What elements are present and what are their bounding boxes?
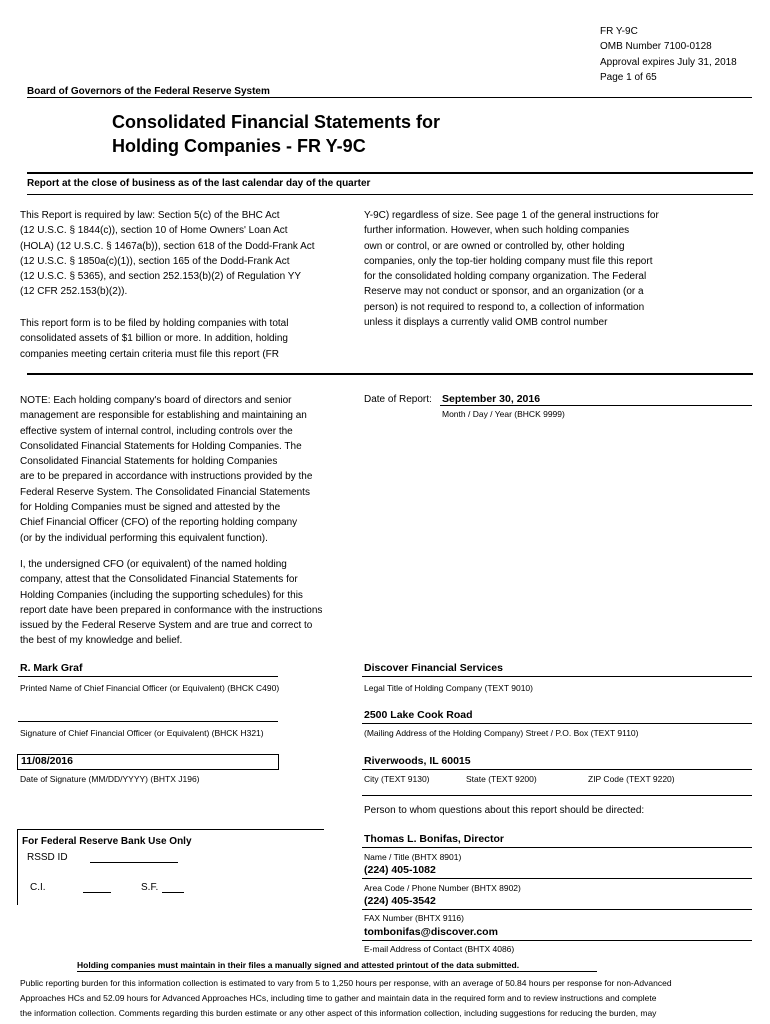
text-line: unless it displays a currently valid OMB control number [364, 317, 608, 329]
contact-fax-line [362, 909, 752, 910]
company-title-caption: Legal Title of Holding Company (TEXT 9010) [364, 683, 533, 693]
contact-email-line [362, 940, 752, 941]
date-of-report-caption: Month / Day / Year (BHCK 9999) [442, 409, 565, 419]
contact-phone-caption: Area Code / Phone Number (BHTX 8902) [364, 883, 521, 893]
contact-top-rule [362, 795, 752, 796]
sf-field[interactable] [162, 892, 184, 893]
contact-heading: Person to whom questions about this report should be directed: [364, 805, 645, 816]
text-line: issued by the Federal Reserve System and are true and correct to [20, 620, 313, 632]
company-street-caption: (Mailing Address of the Holding Company) Street / P.O. Box (TEXT 9110) [364, 728, 639, 738]
contact-name-caption: Name / Title (BHTX 8901) [364, 852, 462, 862]
text-line: (12 U.S.C. § 1844(c)), section 10 of Home Owners' Loan Act [20, 225, 288, 237]
agency-rule [27, 97, 752, 98]
sf-label: S.F. [141, 882, 159, 893]
text-line: (HOLA) (12 U.S.C. § 1467a(b)), section 618 of the Dodd-Frank Act [20, 240, 315, 252]
contact-name-line [362, 847, 752, 848]
agency-name: Board of Governors of the Federal Reserve System [27, 86, 270, 97]
cfo-signature-caption: Signature of Chief Financial Officer (or Equivalent) (BHCK H321) [20, 728, 264, 738]
form-title-line2: Holding Companies - FR Y-9C [112, 136, 366, 156]
rssd-label: RSSD ID [27, 852, 68, 863]
text-line: Public reporting burden for this information collection is estimated to vary from 5 to 1,250 hours per response, with an average of 50.84 hours per response for non-Advanced [20, 978, 672, 988]
city-caption: City (TEXT 9130) [364, 774, 430, 784]
text-line: Y-9C) regardless of size. See page 1 of the general instructions for [364, 210, 659, 221]
rssd-field[interactable] [90, 862, 178, 863]
text-line: Holding Companies (including the supporting schedules) for this [20, 589, 303, 601]
title-rule [27, 172, 753, 174]
cfo-signature-line[interactable] [18, 721, 278, 722]
zip-caption: ZIP Code (TEXT 9220) [588, 774, 675, 784]
text-line: (or by the individual performing this equivalent function). [20, 532, 268, 544]
text-line: Consolidated Financial Statements for holding Companies [20, 456, 278, 468]
text-line: management are responsible for establishing and maintaining an [20, 410, 307, 422]
approval-expiry: Approval expires July 31, 2018 [600, 56, 737, 68]
text-line: This report form is to be filed by holding companies with total [20, 318, 289, 329]
text-line: for the consolidated holding company organization. The Federal [364, 271, 647, 283]
contact-fax[interactable]: (224) 405-3542 [364, 895, 436, 907]
note-text [20, 393, 312, 546]
date-of-report-line [440, 405, 752, 406]
contact-name[interactable]: Thomas L. Bonifas, Director [364, 833, 505, 845]
contact-fax-caption: FAX Number (BHTX 9116) [364, 913, 464, 923]
cfo-name[interactable]: R. Mark Graf [20, 662, 83, 674]
text-line: further information. However, when such holding companies [364, 225, 630, 237]
date-of-report-value[interactable]: September 30, 2016 [442, 393, 541, 405]
contact-phone[interactable]: (224) 405-1082 [364, 864, 436, 876]
text-line: effective system of internal control, including controls over the [20, 425, 293, 437]
company-street-line [362, 723, 752, 724]
text-line: companies, only the top-tier holding company must file this report [364, 255, 653, 267]
company-title-line [362, 676, 752, 677]
text-line: Reserve may not conduct or sponsor, and an organization (or a [364, 286, 644, 298]
ci-label: C.I. [30, 882, 46, 893]
form-title-line1: Consolidated Financial Statements for [112, 112, 441, 132]
subhead-rule [27, 194, 753, 195]
text-line: are to be prepared in accordance with instructions provided by the [20, 471, 313, 483]
company-city-state-zip[interactable]: Riverwoods, IL 60015 [364, 755, 471, 767]
text-line: report date have been prepared in conformance with the instructions [20, 604, 323, 616]
page-number: Page 1 of 65 [600, 72, 657, 84]
intro-filing-requirement [20, 316, 288, 362]
company-city-line [362, 769, 752, 770]
text-line: Federal Reserve System. The Consolidated Financial Statements [20, 486, 310, 498]
text-line: person) is not required to respond to, a collection of information [364, 301, 645, 313]
cfo-name-line [18, 676, 278, 677]
fed-use-title: For Federal Reserve Bank Use Only [22, 836, 192, 847]
text-line: NOTE: Each holding company's board of directors and senior [20, 395, 292, 406]
text-line: (12 U.S.C. § 1850a(c)(1)), section 165 of the Dodd-Frank Act [20, 255, 290, 267]
text-line: (12 CFR 252.153(b)(2)). [20, 286, 128, 298]
contact-email-caption: E-mail Address of Contact (BHTX 4086) [364, 944, 515, 954]
text-line: companies meeting certain criteria must file this report (FR [20, 348, 279, 360]
text-line: the best of my knowledge and belief. [20, 635, 183, 647]
text-line: Approaches HCs and 52.09 hours for Advanced Approaches HCs, including time to gather and maintain data in the required form and to review instructions and complete [20, 993, 657, 1003]
ci-field[interactable] [83, 892, 111, 893]
attestation-text [20, 557, 322, 649]
text-line: the information collection. Comments regarding this burden estimate or any other aspect of this information collection, including suggestions for reducing the burden, may [20, 1008, 657, 1018]
form-title [112, 110, 440, 158]
form-header-info [600, 24, 737, 86]
signature-date-caption: Date of Signature (MM/DD/YYYY) (BHTX J196) [20, 774, 200, 784]
text-line: I, the undersigned CFO (or equivalent) of the named holding [20, 559, 287, 570]
section-rule [27, 373, 753, 375]
holding-company-title[interactable]: Discover Financial Services [364, 662, 503, 674]
intro-legal-authority [20, 208, 315, 300]
text-line: for Holding Companies must be signed and attested by the [20, 502, 281, 514]
maintain-printout-notice: Holding companies must maintain in their files a manually signed and attested printout of the data submitted. [77, 960, 520, 970]
text-line: consolidated assets of $1 billion or more. In addition, holding [20, 333, 288, 345]
state-caption: State (TEXT 9200) [466, 774, 537, 784]
burden-statement [20, 976, 672, 1021]
text-line: company, attest that the Consolidated Financial Statements for [20, 574, 298, 586]
report-subhead: Report at the close of business as of the last calendar day of the quarter [27, 178, 371, 189]
contact-phone-line [362, 878, 752, 879]
text-line: own or control, or are owned or controlled by, other holding [364, 240, 625, 252]
text-line: Consolidated Financial Statements for Holding Companies. The [20, 440, 302, 452]
contact-email[interactable]: tombonifas@discover.com [364, 926, 498, 938]
company-street[interactable]: 2500 Lake Cook Road [364, 709, 473, 721]
text-line: Chief Financial Officer (CFO) of the reporting holding company [20, 517, 298, 529]
intro-right-text [364, 208, 659, 330]
signature-date-value: 11/08/2016 [21, 755, 73, 767]
text-line: (12 U.S.C. § 5365), and section 252.153(b)(2) of Regulation YY [20, 271, 302, 283]
signature-date-field[interactable] [17, 754, 279, 770]
text-line: This Report is required by law: Section 5(c) of the BHC Act [20, 210, 280, 221]
cfo-name-caption: Printed Name of Chief Financial Officer (or Equivalent) (BHCK C490) [20, 683, 280, 693]
form-id: FR Y-9C [600, 26, 638, 37]
date-of-report-label: Date of Report: [364, 394, 432, 405]
omb-number: OMB Number 7100-0128 [600, 41, 712, 53]
maintain-notice-rule [77, 971, 597, 972]
